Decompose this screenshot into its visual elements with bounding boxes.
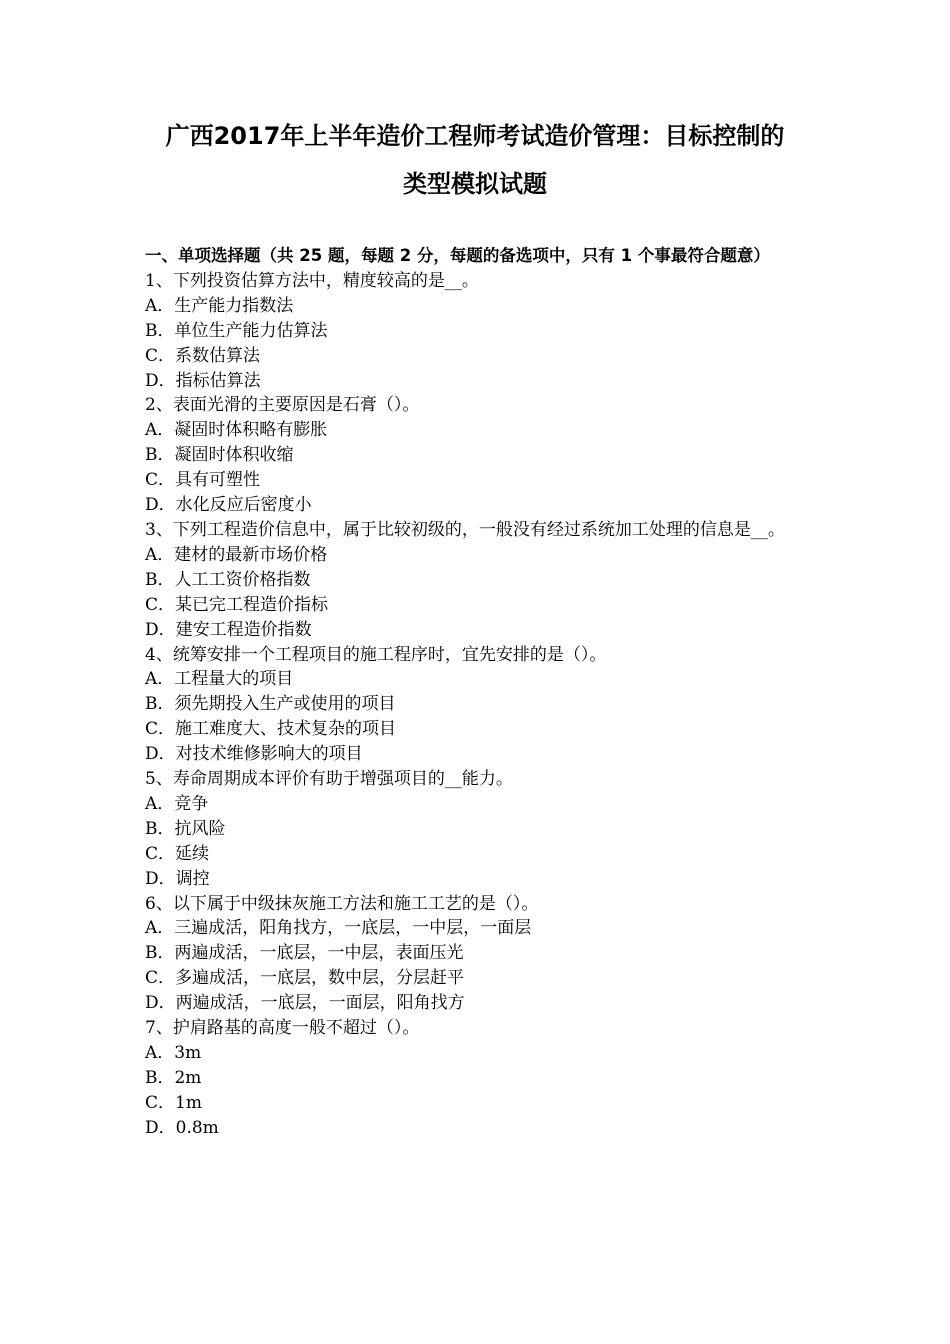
question-6 [145, 892, 807, 1017]
option-b: B．抗风险 [145, 818, 226, 839]
option-c: C．某已完工程造价指标 [145, 594, 329, 615]
option-c: C．系数估算法 [145, 345, 261, 366]
question-7 [145, 1016, 807, 1141]
option-d: D．水化反应后密度小 [145, 495, 312, 516]
question-stem: 7、护肩路基的高度一般不超过（）。 [145, 1018, 420, 1039]
option-d: D．调控 [145, 868, 210, 889]
option-d: D．对技术维修影响大的项目 [145, 744, 363, 765]
option-a: A．生产能力指数法 [145, 295, 294, 316]
question-stem: 3、下列工程造价信息中，属于比较初级的，一般没有经过系统加工处理的信息是__。 [145, 519, 785, 540]
option-d: D．指标估算法 [145, 370, 261, 391]
option-d: D．两遍成活，一底层，一面层，阳角找方 [145, 993, 465, 1014]
option-a: A．竞争 [145, 793, 209, 814]
option-a: A．工程量大的项目 [145, 669, 294, 690]
document-title [120, 112, 830, 208]
option-c: C．1m [145, 1092, 202, 1113]
option-c: C．延续 [145, 843, 210, 864]
title-line-2: 类型模拟试题 [403, 170, 547, 198]
question-3 [145, 518, 807, 643]
question-stem: 4、统筹安排一个工程项目的施工程序时，宜先安排的是（）。 [145, 644, 607, 665]
section-heading: 一、单项选择题（共 25 题，每题 2 分，每题的备选项中，只有 1 个事最符合题意） [145, 246, 770, 265]
option-a: A．3m [145, 1043, 202, 1063]
question-stem: 6、以下属于中级抹灰施工方法和施工工艺的是（）。 [145, 893, 539, 914]
option-c: C．施工难度大、技术复杂的项目 [145, 719, 397, 740]
question-5 [145, 767, 807, 892]
question-4 [145, 643, 807, 768]
question-stem: 2、表面光滑的主要原因是石膏（）。 [145, 395, 420, 416]
option-c: C．多遍成活，一底层，数中层，分层赶平 [145, 968, 465, 989]
question-2 [145, 393, 807, 518]
option-a: A．建材的最新市场价格 [145, 544, 328, 565]
option-d: D．建安工程造价指数 [145, 619, 312, 640]
option-b: B．2m [145, 1067, 202, 1088]
option-a: A．凝固时体积略有膨胀 [145, 420, 328, 441]
option-b: B．两遍成活，一底层，一中层，表面压光 [145, 943, 464, 964]
question-1 [145, 269, 807, 394]
option-b: B．凝固时体积收缩 [145, 445, 294, 466]
option-b: B．须先期投入生产或使用的项目 [145, 694, 396, 715]
option-b: B．单位生产能力估算法 [145, 320, 328, 341]
option-a: A．三遍成活，阳角找方，一底层，一中层，一面层 [145, 918, 532, 939]
document-body [145, 244, 807, 1141]
question-stem: 1、下列投资估算方法中，精度较高的是__。 [145, 270, 479, 291]
option-d: D．0.8m [145, 1117, 219, 1138]
title-line-1: 广西2017年上半年造价工程师考试造价管理：目标控制的 [165, 122, 785, 150]
option-b: B．人工工资价格指数 [145, 569, 311, 590]
option-c: C．具有可塑性 [145, 470, 261, 491]
question-stem: 5、寿命周期成本评价有助于增强项目的__能力。 [145, 769, 513, 790]
